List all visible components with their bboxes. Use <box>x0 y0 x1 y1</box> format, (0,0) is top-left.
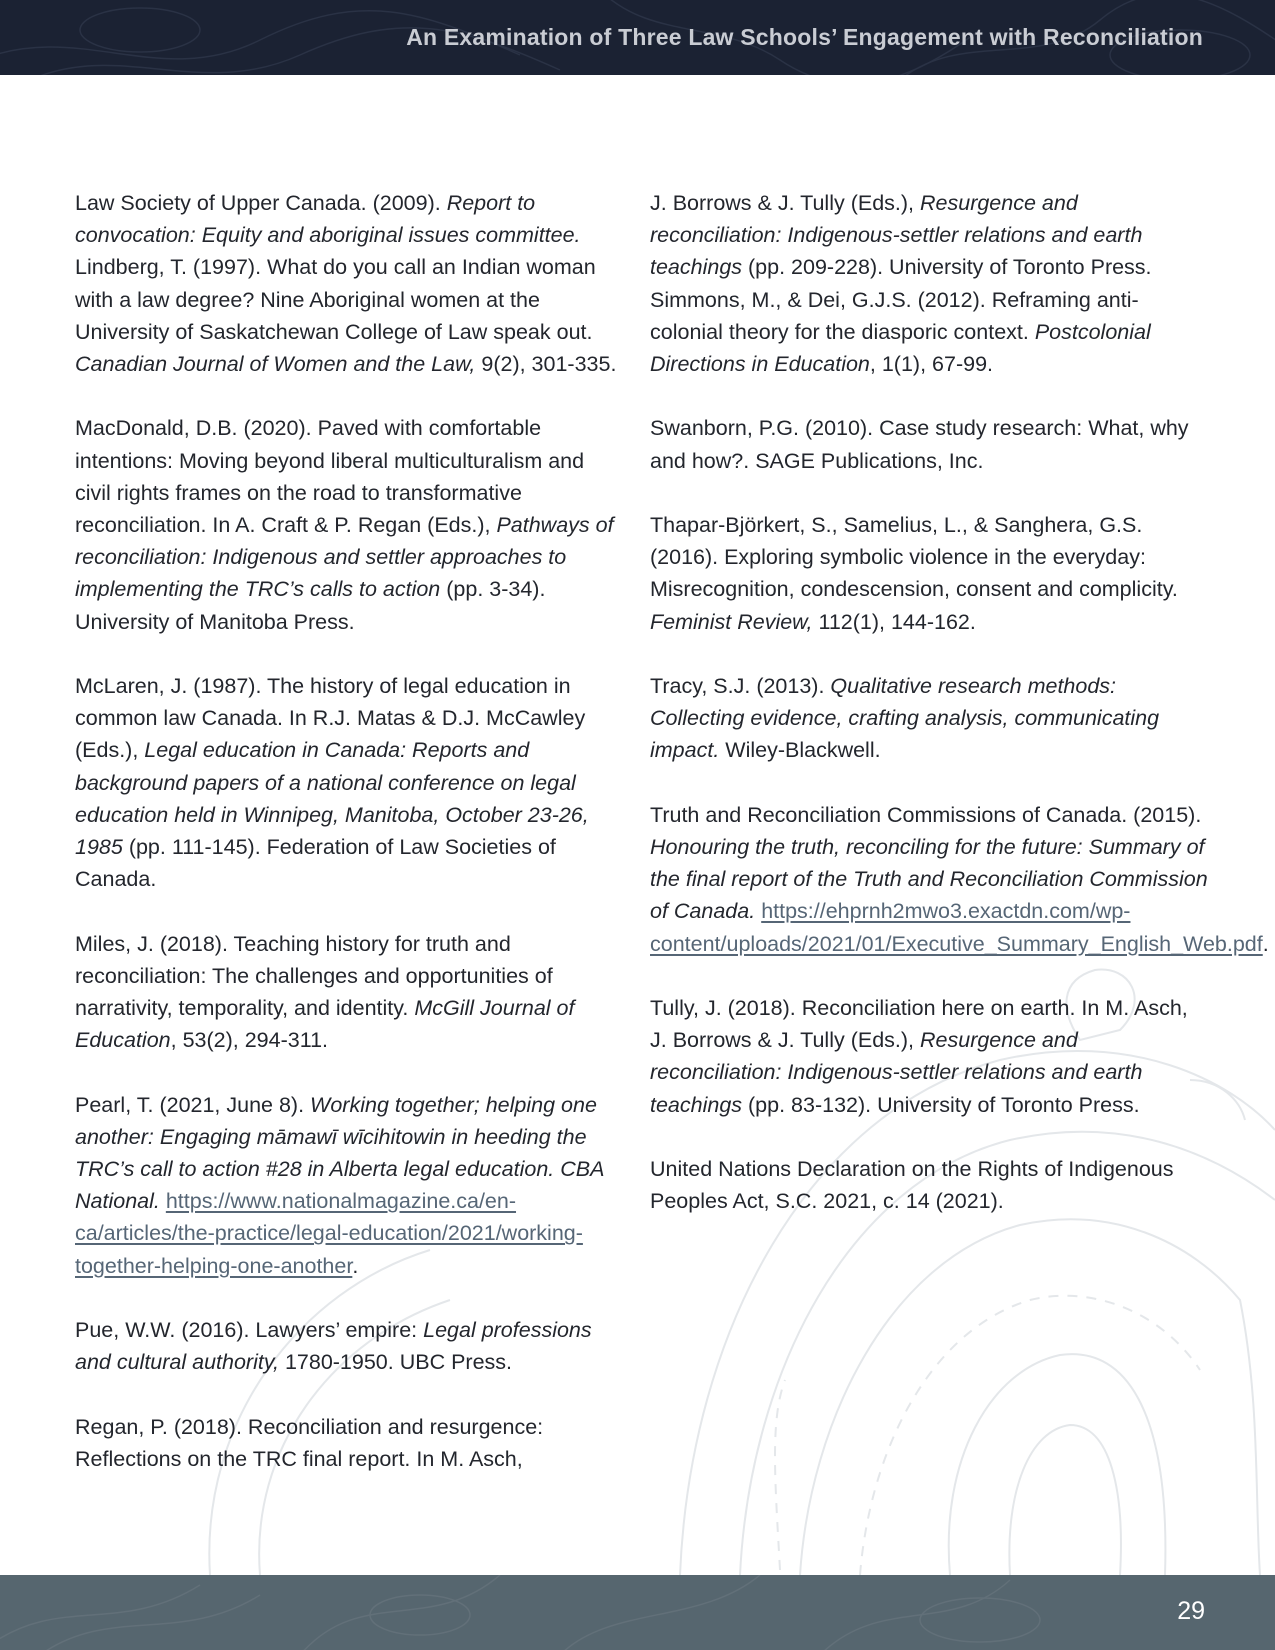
page-footer <box>0 1575 1275 1650</box>
footer-pattern <box>0 1575 1275 1650</box>
right-reference-column <box>650 187 1269 1217</box>
reference-link[interactable]: https://ehprnh2mwo3.exactdn.com/wp-content/uploads/2021/01/Executive_Summary_English_Web.pdf <box>650 899 1263 956</box>
reference-entry: Regan, P. (2018). Reconciliation and resurgence: Reflections on the TRC final report. In M. Asch, <box>75 1414 544 1471</box>
reference-entry: Thapar-Björkert, S., Samelius, L., & Sanghera, G.S. (2016). Exploring symbolic violence in the everyday: Misrecognition, condescension, consent and complicity. Feminist Review, 112(1), 144-162. <box>650 513 1178 634</box>
reference-entry: J. Borrows & J. Tully (Eds.), Resurgence and reconciliation: Indigenous-settler relations and earth teachings (pp. 209-228). University of Toronto Press. <box>650 191 1152 280</box>
running-title: An Examination of Three Law Schools’ Engagement with Reconciliation <box>406 24 1203 50</box>
reference-entry: MacDonald, D.B. (2020). Paved with comfortable intentions: Moving beyond liberal multiculturalism and civil rights frames on the road to transformative reconciliation. In A. Craft & P. Regan (Eds.), Pathways of reconciliation: Indigenous and settler approaches to implementing the TRC’s calls to action (pp. 3-34). University of Manitoba Press. <box>75 416 614 634</box>
left-reference-column <box>75 187 625 1475</box>
reference-link[interactable]: https://www.nationalmagazine.ca/en-ca/articles/the-practice/legal-education/2021/working-together-helping-one-another <box>75 1189 583 1278</box>
reference-entry: Miles, J. (2018). Teaching history for truth and reconciliation: The challenges and opportunities of narrativity, temporality, and identity. McGill Journal of Education, 53(2), 294-311. <box>75 931 575 1053</box>
reference-entry: Tully, J. (2018). Reconciliation here on earth. In M. Asch, J. Borrows & J. Tully (Eds.), Resurgence and reconciliation: Indigenous-settler relations and earth teachings (pp. 83-132). University of Toronto Press. <box>650 996 1188 1117</box>
reference-entry: Tracy, S.J. (2013). Qualitative research methods: Collecting evidence, crafting analysis, communicating impact. Wiley-Blackwell. <box>650 674 1160 763</box>
reference-entry: Pue, W.W. (2016). Lawyers’ empire: Legal professions and cultural authority, 1780-1950. UBC Press. <box>75 1318 592 1375</box>
reference-entry: Simmons, M., & Dei, G.J.S. (2012). Reframing anti-colonial theory for the diasporic context. Postcolonial Directions in Education, 1(1), 67-99. <box>650 287 1151 377</box>
reference-entry: McLaren, J. (1987). The history of legal education in common law Canada. In R.J. Matas & D.J. McCawley (Eds.), Legal education in Canada: Reports and background papers of a national conference on legal education held in Winnipeg, Manitoba, October 23-26, 1985 (pp. 111-145). Federation of Law Societies of Canada. <box>75 674 589 892</box>
page-header <box>0 0 1275 75</box>
reference-entry: Pearl, T. (2021, June 8). Working together; helping one another: Engaging māmawī wīcihitowin in heeding the TRC’s call to action #28 in Alberta legal education. CBA National. https://www.nationalmagazine.ca/en-ca/articles/the-practice/legal-education/2021/working-together-helping-one-another. <box>75 1092 604 1278</box>
reference-entry: Law Society of Upper Canada. (2009). Report to convocation: Equity and aboriginal issues committee. <box>75 191 581 248</box>
reference-entry: Truth and Reconciliation Commissions of Canada. (2015). Honouring the truth, reconciling for the future: Summary of the final report of the Truth and Reconciliation Commission of Canada. https://ehprnh2mwo3.exactdn.com/wp-content/uploads/2021/01/Executive_Summary_English_Web.pdf. <box>650 802 1269 956</box>
reference-entry: Lindberg, T. (1997). What do you call an Indian woman with a law degree? Nine Aboriginal women at the University of Saskatchewan College of Law speak out. Canadian Journal of Women and the Law, 9(2), 301-335. <box>75 255 617 377</box>
reference-entry: Swanborn, P.G. (2010). Case study research: What, why and how?. SAGE Publications, Inc. <box>650 416 1189 473</box>
reference-entry: United Nations Declaration on the Rights of Indigenous Peoples Act, S.C. 2021, c. 14 (2021). <box>650 1157 1174 1214</box>
page-number: 29 <box>1177 1597 1205 1625</box>
